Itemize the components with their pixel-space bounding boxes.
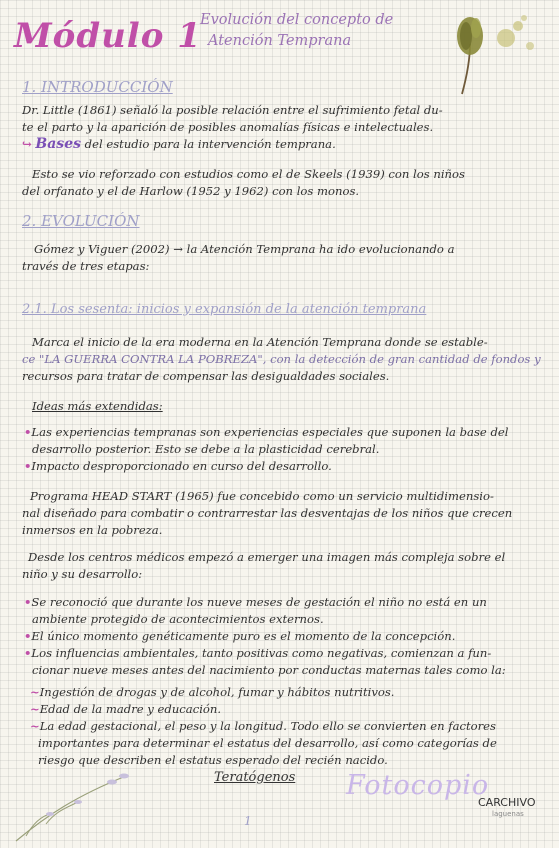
idea-text: desarrollo posterior. Esto se debe a la plasticidad cerebral. [32,442,380,456]
dash-icon: ~ [30,702,40,716]
evolucion-line-1: Gómez y Viguer (2002) → la Atención Temprana ha ido evolucionando a [34,242,455,256]
list-item-text: Los influencias ambientales, tanto positivas como negativas, comienzan a fun- [31,646,492,660]
era-line-2: ce "LA GUERRA CONTRA LA POBREZA", con la detección de gran cantidad de fondos y [22,352,541,366]
arrow-icon: ↪ [22,137,32,151]
era-line-1: Marca el inicio de la era moderna en la Atención Temprana donde se estable- [32,335,488,349]
list-item [24,611,552,628]
list-item [24,662,552,679]
sub-item-text: La edad gestacional, el peso y la longitud. Todo ello se convierten en factores [39,719,496,733]
list-item [24,645,552,662]
skeels-paragraph [22,166,547,200]
idea-text: Las experiencias tempranas son experiencias especiales que suponen la base del [31,425,509,439]
dried-flower-illustration [440,6,552,98]
bullet-icon: • [24,646,32,660]
skeels-line-1: Esto se vio reforzado con estudios como el de Skeels (1939) con los niños [32,167,465,181]
bases-text: del estudio para la intervención temprana. [84,137,336,151]
bullets-list [24,594,552,679]
page-subtitle [200,10,393,52]
intro-paragraph [22,102,542,153]
idea-text: Impacto desproporcionado en curso del desarrollo. [31,459,332,473]
archivo-logo-subtext: laguenas [492,810,524,818]
sub-item-text: Edad de la madre y educación. [39,702,222,716]
bullet-icon: • [24,425,32,439]
sub-item-text: Ingestión de drogas y de alcohol, fumar y hábitos nutritivos. [39,685,395,699]
fotocopio-watermark: Fotocopio [346,770,490,801]
section-heading-evolucion: 2. EVOLUCIÓN [22,212,140,230]
list-item-text: El único momento genéticamente puro es el momento de la concepción. [31,629,456,643]
bullet-icon: • [24,595,32,609]
head-start-line-3: inmersos en la pobreza. [22,523,163,537]
idea-item [24,458,549,475]
lavender-sprig-illustration [6,756,136,846]
evolucion-line-2: través de tres etapas: [22,259,150,273]
list-item-text: ambiente protegido de acontecimientos externos. [32,612,324,626]
skeels-line-2: del orfanato y el de Harlow (1952 y 1962) con los monos. [22,184,360,198]
centros-paragraph [22,549,547,583]
era-line-3: recursos para tratar de compensar las desigualdades sociales. [22,369,390,383]
bullet-icon: • [24,629,32,643]
teratogenos-label: Teratógenos [214,770,296,785]
list-item [24,594,552,611]
idea-item [24,441,549,458]
dash-icon: ~ [30,719,40,733]
head-start-line-1: Programa HEAD START (1965) fue concebido como un servicio multidimensio- [30,489,494,503]
sub-item-text: riesgo que describen el estatus esperado del recién nacido. [38,753,388,767]
page-title: Módulo 1 [14,16,202,56]
intro-line-2: te el parto y la aparición de posibles anomalías físicas e intelectuales. [22,120,434,134]
bases-label: Bases [35,136,81,152]
centros-line-1: Desde los centros médicos empezó a emerger una imagen más compleja sobre el [28,550,506,564]
head-start-paragraph [22,488,547,539]
evolucion-paragraph [22,241,547,275]
section-heading-introduccion: 1. INTRODUCCIÓN [22,78,173,96]
sub-item [30,701,550,718]
subtitle-line-1: Evolución del concepto de [200,12,394,28]
sub-item [30,718,550,735]
page-number: 1 [244,814,252,828]
dash-icon: ~ [30,685,40,699]
list-item-text: Se reconoció que durante los nueve meses de gestación el niño no está en un [31,595,487,609]
sub-item [30,735,550,752]
intro-line-1: Dr. Little (1861) señaló la posible relación entre el sufrimiento fetal du- [22,103,443,117]
list-item [24,628,552,645]
ideas-label: Ideas más extendidas: [32,399,163,413]
archivo-logo: CARCHIVO [478,796,536,809]
sub-item [30,684,550,701]
era-moderna-paragraph [22,334,547,385]
section-heading-sesenta: 2.1. Los sesenta: inicios y expansión de la atención temprana [22,302,427,317]
head-start-line-2: nal diseñado para combatir o contrarrestar las desventajas de los niños que crecen [22,506,513,520]
idea-item [24,424,549,441]
list-item-text: cionar nueve meses antes del nacimiento por conductas maternas tales como la: [32,663,506,677]
bullet-icon: • [24,459,32,473]
sub-item-text: importantes para determinar el estatus del desarrollo, así como categorías de [38,736,497,750]
bases-line [22,136,542,153]
ideas-list [24,424,549,475]
subtitle-line-2: Atención Temprana [208,33,352,49]
centros-line-2: niño y su desarrollo: [22,567,143,581]
